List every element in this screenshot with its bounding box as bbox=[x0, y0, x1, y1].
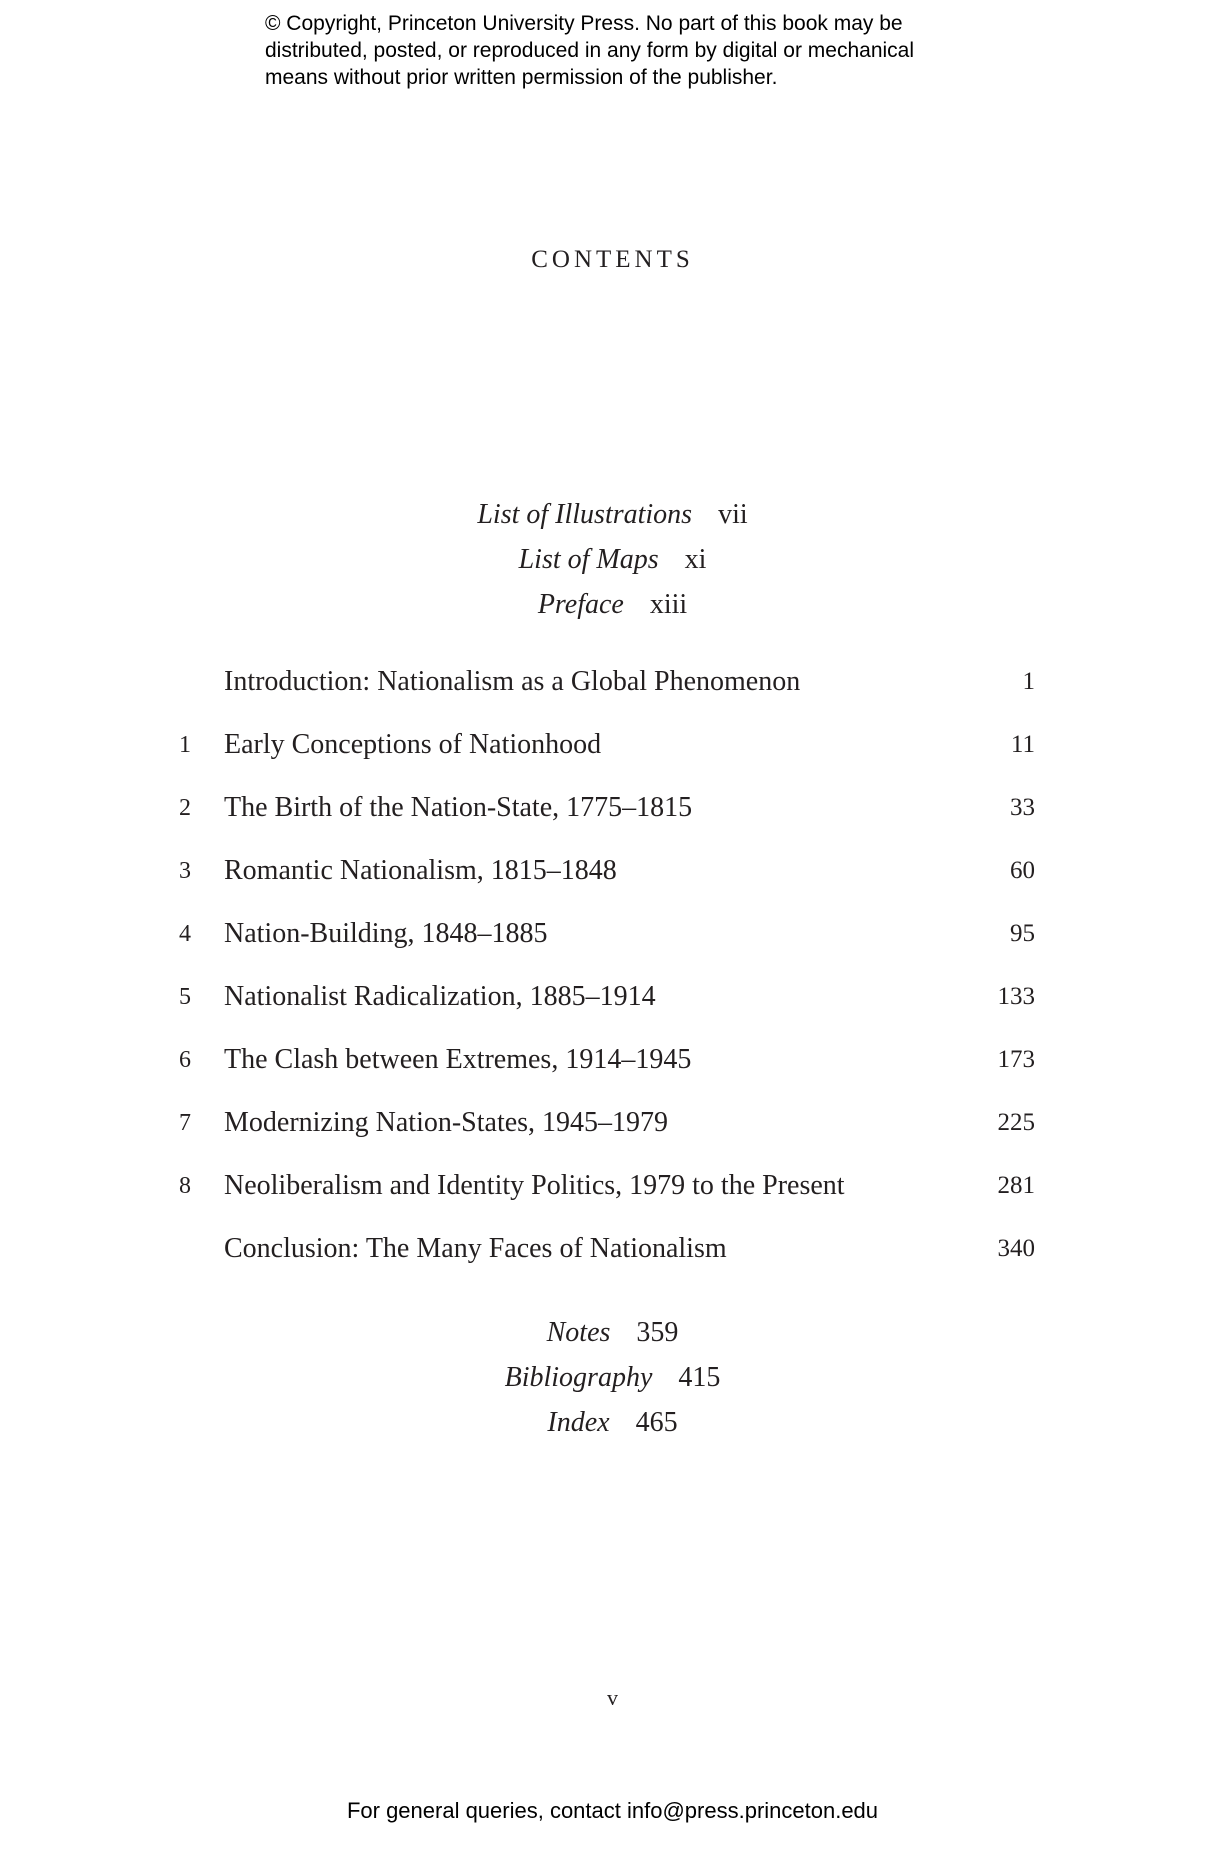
chapter-title: Conclusion: The Many Faces of Nationalism bbox=[224, 1233, 727, 1264]
chapter-number: 8 bbox=[179, 1173, 191, 1199]
footer-contact: For general queries, contact info@press.princeton.edu bbox=[346, 1798, 879, 1823]
toc-entry-label: List of Illustrations bbox=[477, 499, 693, 530]
front-matter-list bbox=[0, 492, 1225, 627]
chapter-number: 4 bbox=[179, 921, 191, 947]
toc-entry-introduction[interactable] bbox=[170, 660, 1035, 723]
toc-entry-preface[interactable] bbox=[0, 582, 1225, 627]
chapter-page: 60 bbox=[1010, 857, 1035, 884]
chapter-title: Nationalist Radicalization, 1885–1914 bbox=[224, 981, 656, 1012]
chapter-page: 281 bbox=[997, 1172, 1035, 1199]
chapter-page: 225 bbox=[997, 1109, 1035, 1136]
toc-entry-label: Bibliography bbox=[504, 1362, 653, 1393]
toc-entry-label: Preface bbox=[537, 589, 624, 620]
copyright-notice bbox=[265, 10, 985, 91]
toc-entry-chapter-4[interactable] bbox=[170, 912, 1035, 975]
toc-entry-illustrations[interactable] bbox=[0, 492, 1225, 537]
chapter-title: Neoliberalism and Identity Politics, 1979 to the Present bbox=[224, 1170, 845, 1201]
toc-entry-conclusion[interactable] bbox=[170, 1227, 1035, 1290]
page-number: v bbox=[607, 1685, 618, 1710]
toc-entry-chapter-7[interactable] bbox=[170, 1101, 1035, 1164]
toc-entry-index[interactable] bbox=[0, 1400, 1225, 1445]
chapter-number: 5 bbox=[179, 984, 191, 1010]
copyright-line: distributed, posted, or reproduced in any form by digital or mechanical bbox=[265, 39, 915, 62]
chapter-number: 7 bbox=[179, 1110, 191, 1136]
toc-entry-chapter-6[interactable] bbox=[170, 1038, 1035, 1101]
toc-entry-chapter-2[interactable] bbox=[170, 786, 1035, 849]
page-title: CONTENTS bbox=[531, 246, 694, 273]
toc-entry-page: xiii bbox=[649, 589, 688, 620]
chapter-page: 1 bbox=[1022, 668, 1035, 695]
toc-entry-chapter-3[interactable] bbox=[170, 849, 1035, 912]
copyright-line: © Copyright, Princeton University Press. No part of this book may be bbox=[265, 12, 903, 35]
chapter-title: The Birth of the Nation-State, 1775–1815 bbox=[224, 792, 693, 823]
chapter-page: 133 bbox=[997, 983, 1035, 1010]
toc-entry-chapter-1[interactable] bbox=[170, 723, 1035, 786]
toc-entry-page: vii bbox=[718, 499, 748, 530]
chapter-title: The Clash between Extremes, 1914–1945 bbox=[224, 1044, 692, 1075]
toc-entry-label: List of Maps bbox=[518, 544, 659, 575]
copyright-line: means without prior written permission of the publisher. bbox=[265, 66, 778, 89]
chapter-title: Introduction: Nationalism as a Global Phenomenon bbox=[224, 666, 801, 697]
chapter-number: 1 bbox=[179, 732, 191, 758]
chapter-title: Romantic Nationalism, 1815–1848 bbox=[224, 855, 617, 886]
chapter-title: Early Conceptions of Nationhood bbox=[224, 729, 602, 760]
chapter-page: 11 bbox=[1010, 731, 1035, 758]
toc-entry-bibliography[interactable] bbox=[0, 1355, 1225, 1400]
toc-entry-chapter-8[interactable] bbox=[170, 1164, 1035, 1227]
toc-entry-page: 465 bbox=[635, 1407, 678, 1438]
chapter-page: 173 bbox=[997, 1046, 1035, 1073]
toc-entry-maps[interactable] bbox=[0, 537, 1225, 582]
chapter-list bbox=[170, 660, 1035, 1290]
chapter-number: 2 bbox=[179, 795, 191, 821]
chapter-page: 95 bbox=[1010, 920, 1035, 947]
chapter-title: Nation-Building, 1848–1885 bbox=[224, 918, 548, 949]
toc-entry-label: Index bbox=[547, 1407, 610, 1438]
back-matter-list bbox=[0, 1310, 1225, 1445]
toc-entry-label: Notes bbox=[546, 1317, 611, 1348]
chapter-number: 6 bbox=[179, 1047, 191, 1073]
toc-entry-notes[interactable] bbox=[0, 1310, 1225, 1355]
toc-entry-chapter-5[interactable] bbox=[170, 975, 1035, 1038]
toc-entry-page: 415 bbox=[678, 1362, 721, 1393]
chapter-page: 340 bbox=[997, 1235, 1035, 1262]
chapter-number: 3 bbox=[179, 858, 191, 884]
chapter-title: Modernizing Nation-States, 1945–1979 bbox=[224, 1107, 669, 1138]
chapter-page: 33 bbox=[1010, 794, 1035, 821]
toc-entry-page: xi bbox=[684, 544, 707, 575]
toc-entry-page: 359 bbox=[636, 1317, 679, 1348]
